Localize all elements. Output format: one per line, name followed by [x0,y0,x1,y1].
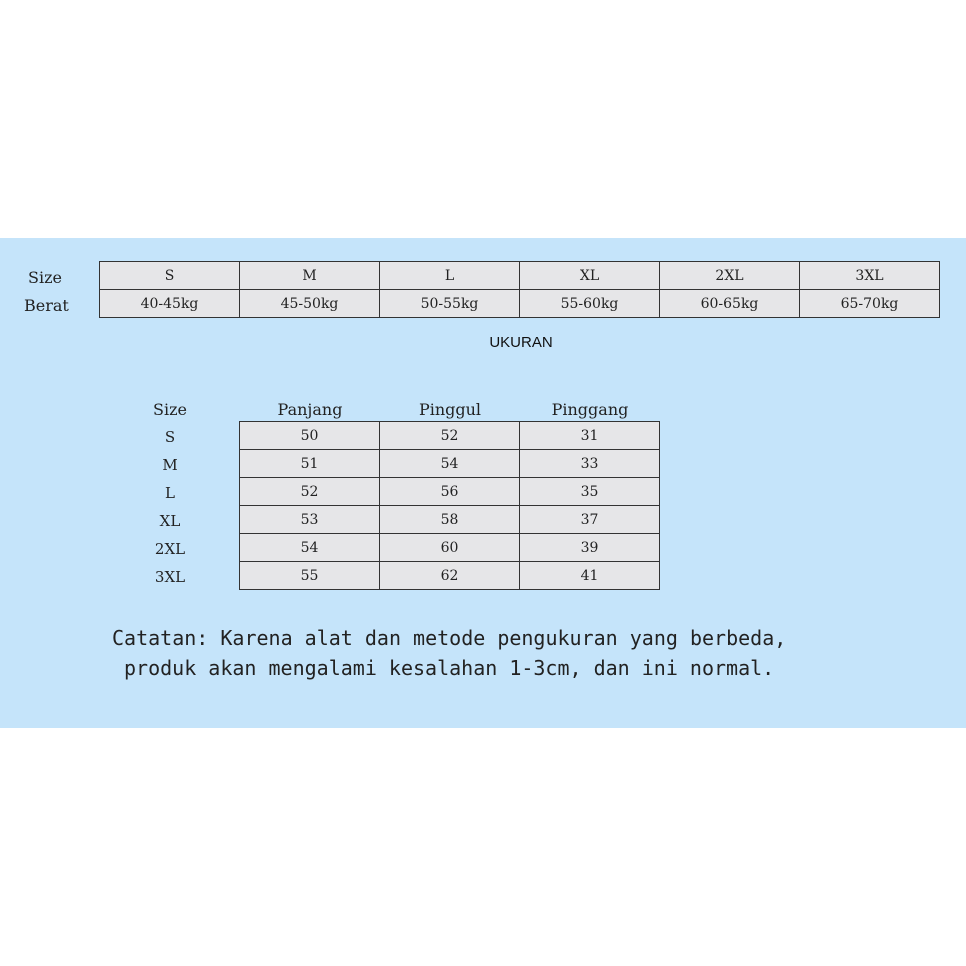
table-row [240,534,660,562]
table-row [240,450,660,478]
measurement-table [239,421,660,590]
size-label: M [162,456,178,474]
table-row [240,422,660,450]
size-cell: 2XL [660,262,800,290]
size-label: 3XL [154,568,186,586]
panjang-cell: 55 [240,562,380,590]
header-pinggang: Pinggang [551,400,629,419]
size-label: L [165,484,175,502]
size-cell: S [100,262,240,290]
size-cell: L [380,262,520,290]
size-label: XL [159,512,181,530]
panjang-cell: 52 [240,478,380,506]
pinggang-cell: 31 [520,422,660,450]
pinggul-cell: 60 [380,534,520,562]
weight-cell: 50-55kg [380,290,520,318]
panjang-cell: 51 [240,450,380,478]
pinggul-cell: 58 [380,506,520,534]
header-panjang: Panjang [277,400,343,419]
size-label: S [164,428,176,446]
weight-table [99,261,940,318]
note-line-1: Catatan: Karena alat dan metode pengukuran yang berbeda, [112,626,787,650]
table-row [240,478,660,506]
header-size: Size [153,400,187,419]
pinggul-cell: 52 [380,422,520,450]
row-label-weight: Berat [24,296,69,315]
size-label: 2XL [154,540,186,558]
size-cell: XL [520,262,660,290]
row-label-size: Size [28,268,62,287]
pinggul-cell: 56 [380,478,520,506]
table-row [240,506,660,534]
weight-cell: 60-65kg [660,290,800,318]
size-cell: 3XL [800,262,940,290]
pinggang-cell: 35 [520,478,660,506]
pinggang-cell: 33 [520,450,660,478]
weight-cell: 45-50kg [240,290,380,318]
weight-cell: 65-70kg [800,290,940,318]
table-row [100,290,940,318]
pinggul-cell: 54 [380,450,520,478]
table-row [240,562,660,590]
header-pinggul: Pinggul [418,400,482,419]
caption-ukuran: UKURAN [489,334,553,351]
panjang-cell: 53 [240,506,380,534]
pinggul-cell: 62 [380,562,520,590]
pinggang-cell: 37 [520,506,660,534]
size-chart-panel [0,238,966,728]
note-line-2: produk akan mengalami kesalahan 1-3cm, dan ini normal. [124,656,775,680]
panjang-cell: 50 [240,422,380,450]
weight-cell: 55-60kg [520,290,660,318]
table-row [100,262,940,290]
pinggang-cell: 39 [520,534,660,562]
pinggang-cell: 41 [520,562,660,590]
weight-cell: 40-45kg [100,290,240,318]
size-cell: M [240,262,380,290]
panjang-cell: 54 [240,534,380,562]
